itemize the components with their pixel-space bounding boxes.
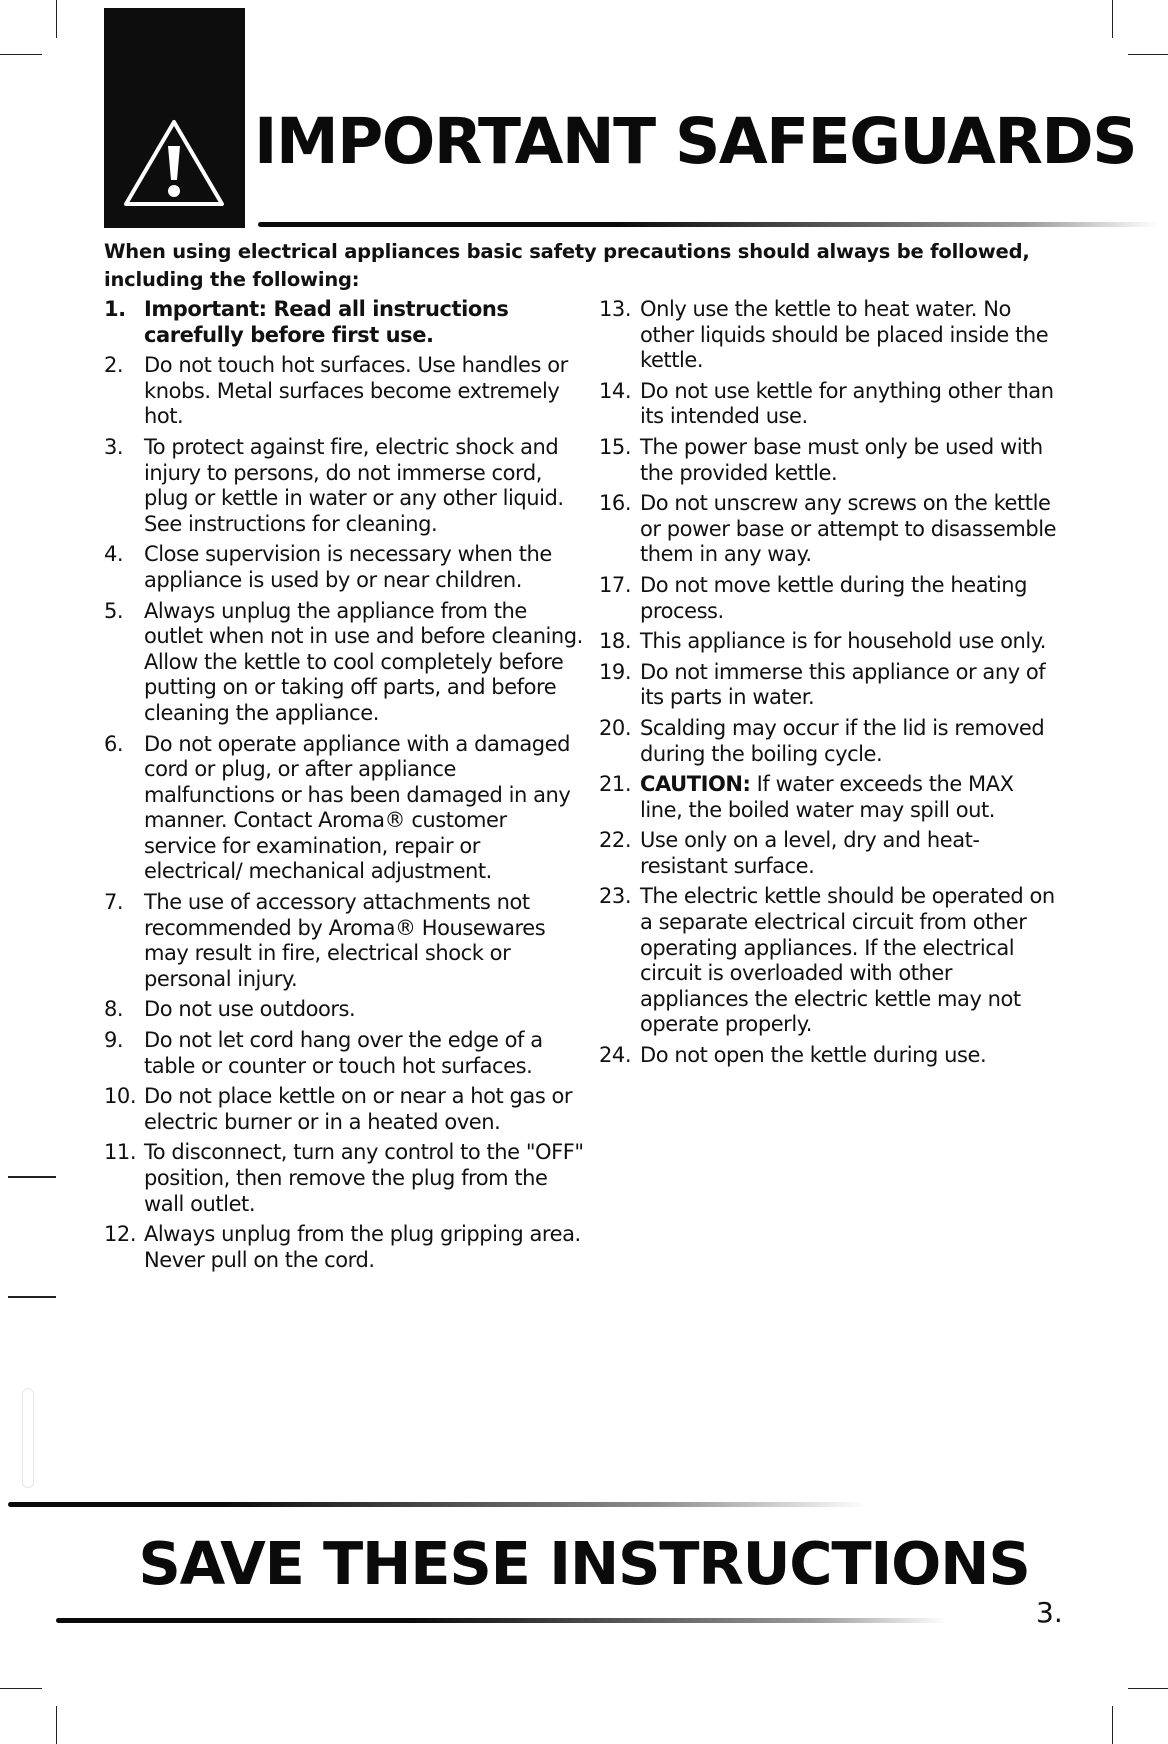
list-item bbox=[599, 629, 1059, 655]
list-item bbox=[599, 828, 1059, 879]
item-text: Only use the kettle to heat water. No other liquids should be placed inside the kettle. bbox=[640, 297, 1049, 373]
page-title: IMPORTANT SAFEGUARDS bbox=[254, 105, 1137, 178]
item-number: 4. bbox=[104, 542, 124, 567]
intro-text: When using electrical appliances basic safety precautions should always be followed, including the following: bbox=[104, 240, 1030, 291]
list-item bbox=[599, 884, 1059, 1038]
item-text: The electric kettle should be operated on a separate electrical circuit from other operating appliances. If the electrical circuit is overloaded with other appliances the electric kettle may not operate properly. bbox=[640, 884, 1055, 1037]
item-number: 21. bbox=[599, 772, 632, 797]
item-text: Scalding may occur if the lid is removed during the boiling cycle. bbox=[640, 715, 1045, 766]
page-number: 3. bbox=[1036, 1596, 1063, 1629]
item-number: 3. bbox=[104, 434, 124, 459]
item-text: Use only on a level, dry and heat-resistant surface. bbox=[640, 828, 980, 878]
item-text: Always unplug the appliance from the outlet when not in use and before cleaning. Allow the kettle to cool completely before putting on or taking off parts, and before cleaning the appliance. bbox=[144, 598, 583, 725]
footer-top-rule bbox=[8, 1502, 868, 1507]
list-item bbox=[599, 716, 1059, 767]
item-number: 20. bbox=[599, 715, 632, 740]
item-number: 13. bbox=[599, 297, 632, 321]
item-text: To protect against fire, electric shock and injury to persons, do not immerse cord, plug or kettle in water or any other liquid. See instructions for cleaning. bbox=[144, 434, 564, 536]
item-text: This appliance is for household use only. bbox=[640, 629, 1046, 654]
item-number: 16. bbox=[599, 491, 632, 516]
item-text: Close supervision is necessary when the appliance is used by or near children. bbox=[144, 542, 552, 592]
list-item bbox=[599, 379, 1059, 430]
list-item bbox=[599, 660, 1059, 711]
fold-mark bbox=[8, 1176, 56, 1178]
list-item bbox=[104, 997, 584, 1023]
item-number: 10. bbox=[104, 1084, 137, 1109]
warning-triangle-icon bbox=[122, 118, 226, 208]
safeguards-list-right bbox=[599, 297, 1059, 1074]
list-item bbox=[599, 435, 1059, 486]
item-text: Do not unscrew any screws on the kettle or power base or attempt to disassemble them in any way. bbox=[640, 491, 1057, 567]
item-text: Do not move kettle during the heating process. bbox=[640, 572, 1028, 623]
crop-mark bbox=[0, 1688, 42, 1689]
item-text: Important: Read all instructions carefully before first use. bbox=[144, 297, 509, 347]
item-text: Do not use outdoors. bbox=[144, 997, 356, 1022]
list-item bbox=[104, 732, 584, 886]
list-item bbox=[104, 1222, 584, 1273]
crop-mark bbox=[56, 1706, 57, 1744]
list-item bbox=[599, 772, 1059, 823]
list-item bbox=[104, 353, 584, 430]
item-text: Do not operate appliance with a damaged cord or plug, or after appliance malfunctions or has been damaged in any manner. Contact Aroma® customer service for examination, repair or electrical/ mechanical adjustment. bbox=[144, 731, 571, 884]
list-item bbox=[599, 491, 1059, 568]
item-number: 23. bbox=[599, 884, 632, 909]
save-instructions-title: SAVE THESE INSTRUCTIONS bbox=[138, 1529, 1030, 1598]
item-text: Do not use kettle for anything other than its intended use. bbox=[640, 378, 1054, 429]
list-item bbox=[599, 297, 1059, 374]
crop-mark bbox=[0, 54, 42, 55]
crop-mark bbox=[1112, 1706, 1113, 1744]
item-number: 2. bbox=[104, 353, 124, 378]
item-text: Do not place kettle on or near a hot gas or electric burner or in a heated oven. bbox=[144, 1084, 573, 1134]
item-text: To disconnect, turn any control to the "OFF" position, then remove the plug from the wall outlet. bbox=[144, 1140, 584, 1216]
crop-mark bbox=[1112, 0, 1113, 38]
crop-mark bbox=[1128, 1688, 1168, 1689]
item-number: 17. bbox=[599, 572, 632, 597]
item-text bbox=[640, 772, 1059, 823]
item-number: 8. bbox=[104, 997, 124, 1022]
item-number: 19. bbox=[599, 659, 632, 684]
list-item bbox=[104, 297, 584, 348]
caution-text: If water exceeds the MAX line, the boiled water may spill out. bbox=[640, 772, 1014, 822]
item-number: 24. bbox=[599, 1043, 632, 1068]
item-text: Do not immerse this appliance or any of its parts in water. bbox=[640, 659, 1046, 710]
list-item bbox=[104, 1028, 584, 1079]
item-number: 6. bbox=[104, 731, 124, 756]
item-text: The use of accessory attachments not recommended by Aroma® Housewares may result in fire, electrical shock or personal injury. bbox=[144, 890, 546, 991]
edge-mark bbox=[22, 1388, 34, 1488]
crop-mark bbox=[56, 0, 57, 38]
list-item bbox=[599, 1043, 1059, 1069]
list-item bbox=[104, 542, 584, 593]
item-number: 18. bbox=[599, 629, 632, 654]
item-number: 1. bbox=[104, 297, 126, 321]
item-text: The power base must only be used with the provided kettle. bbox=[640, 434, 1043, 485]
list-item bbox=[104, 890, 584, 992]
item-number: 14. bbox=[599, 378, 632, 403]
list-item bbox=[104, 435, 584, 537]
item-number: 7. bbox=[104, 890, 124, 915]
list-item bbox=[104, 599, 584, 727]
warning-block bbox=[104, 8, 245, 228]
list-item bbox=[104, 1084, 584, 1135]
item-number: 22. bbox=[599, 828, 632, 853]
caution-label: CAUTION: bbox=[640, 772, 751, 797]
item-text: Do not open the kettle during use. bbox=[640, 1043, 987, 1068]
item-text: Do not touch hot surfaces. Use handles or knobs. Metal surfaces become extremely hot. bbox=[144, 353, 568, 429]
item-text: Always unplug from the plug gripping area. Never pull on the cord. bbox=[144, 1222, 581, 1272]
safeguards-list-left bbox=[104, 297, 584, 1278]
crop-mark bbox=[1128, 54, 1168, 55]
item-number: 12. bbox=[104, 1222, 137, 1247]
fold-mark bbox=[8, 1296, 56, 1298]
title-underline bbox=[258, 222, 1158, 227]
item-text: Do not let cord hang over the edge of a table or counter or touch hot surfaces. bbox=[144, 1028, 543, 1078]
footer-bottom-rule bbox=[56, 1618, 946, 1623]
item-number: 5. bbox=[104, 598, 124, 623]
item-number: 11. bbox=[104, 1140, 137, 1165]
list-item bbox=[104, 1140, 584, 1217]
item-number: 15. bbox=[599, 434, 632, 459]
list-item bbox=[599, 573, 1059, 624]
item-number: 9. bbox=[104, 1028, 124, 1053]
